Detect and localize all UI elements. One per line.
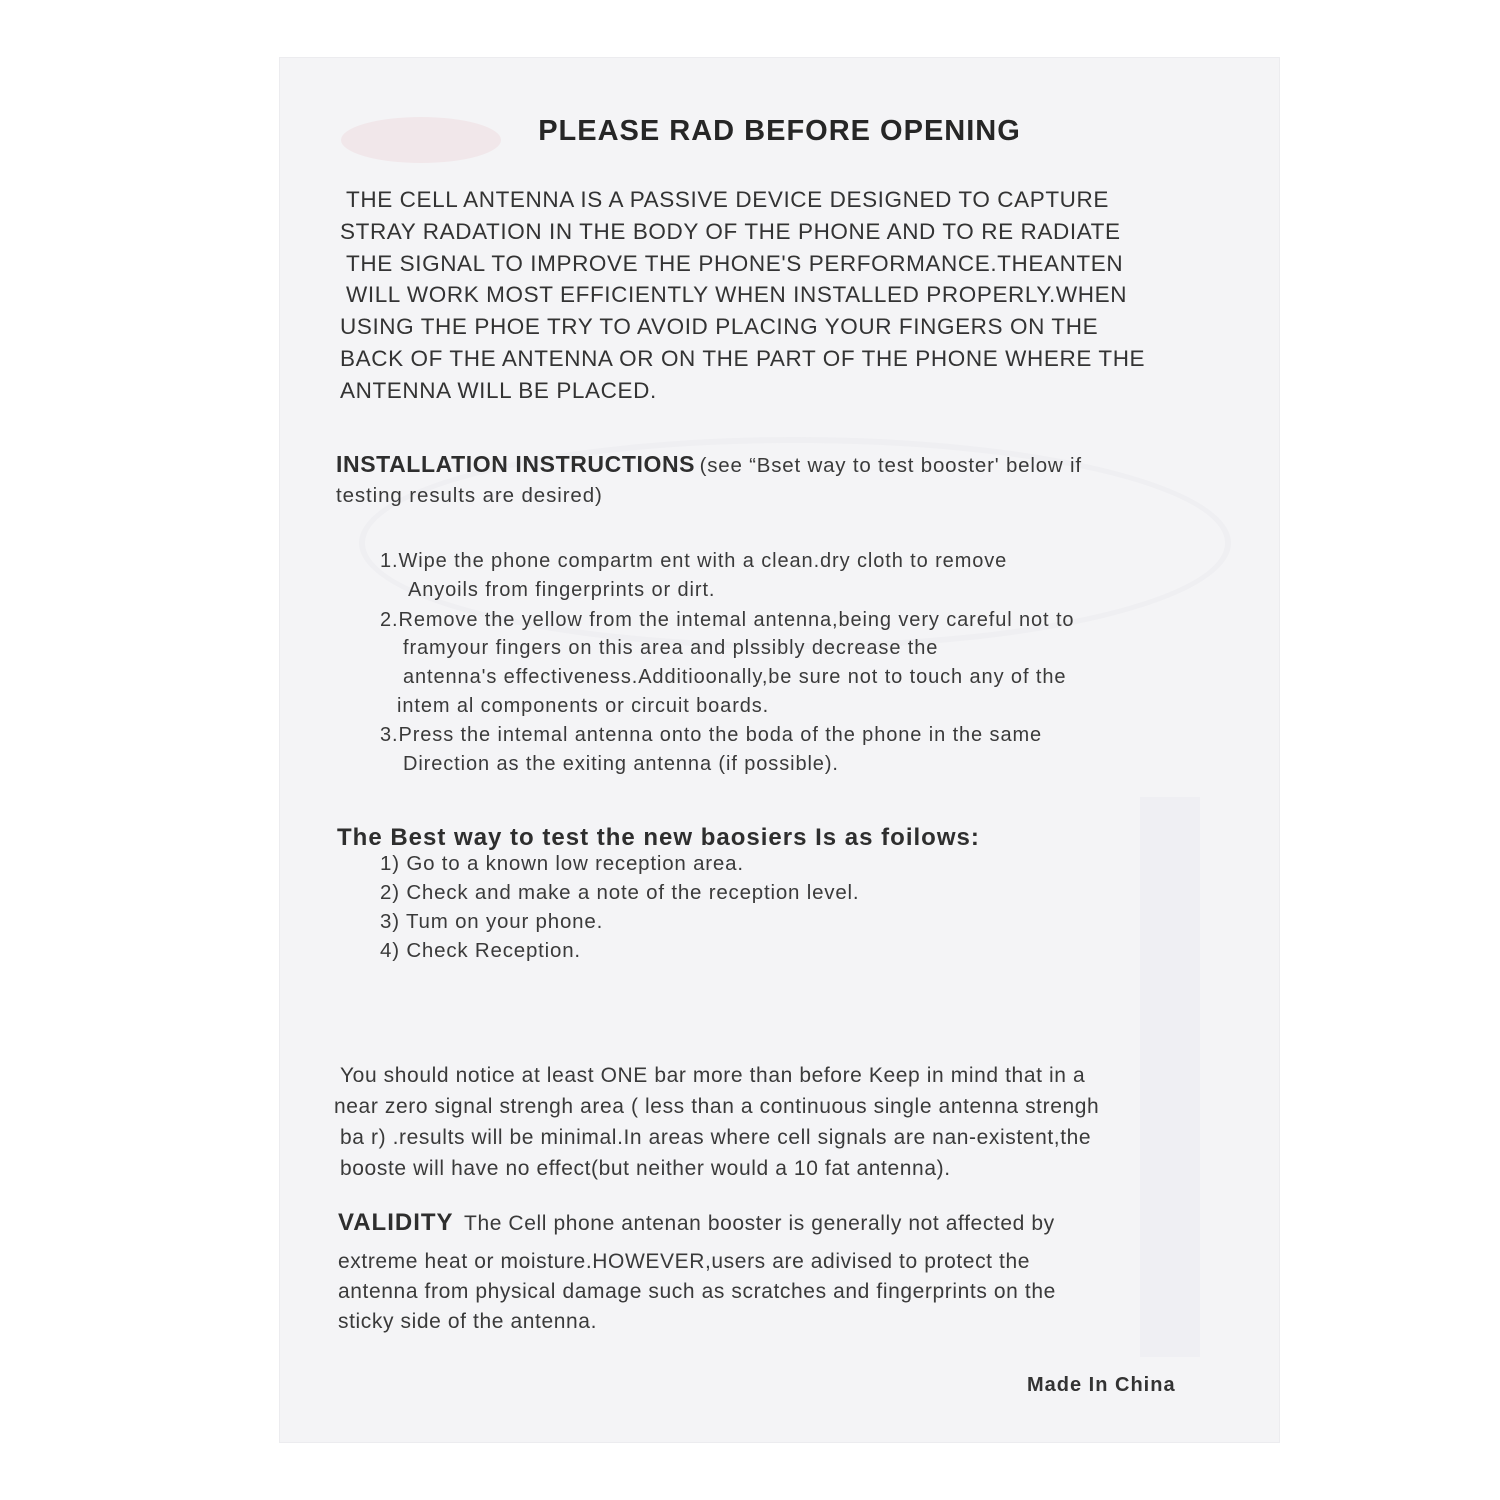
- test-heading: The Best way to test the new baosiers Is as foilows:: [337, 824, 980, 851]
- made-in-label: Made In China: [1027, 1374, 1176, 1396]
- notice-line: near zero signal strengh area ( less than a continuous single antenna strengh: [334, 1095, 1100, 1118]
- intro-line: THE CELL ANTENNA IS A PASSIVE DEVICE DESIGNED TO CAPTURE: [346, 187, 1109, 212]
- validity-heading: VALIDITY: [338, 1209, 454, 1236]
- install-step-line: Direction as the exiting antenna (if possible).: [403, 753, 839, 775]
- installation-heading: INSTALLATION INSTRUCTIONS: [336, 451, 696, 477]
- install-step-line: 1.Wipe the phone compartm ent with a clean.dry cloth to remove: [380, 550, 1008, 572]
- notice-line: booste will have no effect(but neither would a 10 fat antenna).: [340, 1157, 951, 1180]
- test-step: 3) Tum on your phone.: [380, 910, 604, 933]
- intro-line: WILL WORK MOST EFFICIENTLY WHEN INSTALLED PROPERLY.WHEN: [346, 282, 1128, 307]
- intro-line: ANTENNA WILL BE PLACED.: [340, 378, 657, 403]
- install-step-line: 3.Press the intemal antenna onto the boda of the phone in the same: [380, 724, 1043, 746]
- validity-line: extreme heat or moisture.HOWEVER,users are adivised to protect the: [338, 1250, 1031, 1273]
- intro-line: THE SIGNAL TO IMPROVE THE PHONE'S PERFORMANCE.THEANTEN: [346, 251, 1124, 276]
- show-through-graphic: [1140, 797, 1200, 1357]
- install-step-line: 2.Remove the yellow from the intemal antenna,being very careful not to: [380, 609, 1075, 631]
- install-step-line: intem al components or circuit boards.: [397, 695, 770, 717]
- test-step: 2) Check and make a note of the reception level.: [380, 881, 860, 904]
- intro-line: STRAY RADATION IN THE BODY OF THE PHONE AND TO RE RADIATE: [340, 219, 1121, 244]
- validity-line: sticky side of the antenna.: [338, 1310, 598, 1333]
- install-step-line: Anyoils from fingerprints or dirt.: [408, 579, 716, 601]
- instruction-sheet: [279, 57, 1280, 1443]
- notice-line: ba r) .results will be minimal.In areas where cell signals are nan-existent,the: [340, 1126, 1092, 1149]
- validity-row: [338, 1209, 1055, 1237]
- validity-line: antenna from physical damage such as scratches and fingerprints on the: [338, 1280, 1056, 1303]
- intro-line: USING THE PHOE TRY TO AVOID PLACING YOUR FINGERS ON THE: [340, 314, 1099, 339]
- document-title: PLEASE RAD BEFORE OPENING: [538, 115, 1021, 147]
- notice-line: You should notice at least ONE bar more than before Keep in mind that in a: [340, 1064, 1086, 1087]
- installation-note-line: testing results are desired): [336, 484, 603, 507]
- install-step-line: antenna's effectiveness.Additioonally,be sure not to touch any of the: [403, 666, 1067, 688]
- validity-line: The Cell phone antenan booster is generally not affected by: [464, 1212, 1055, 1235]
- intro-line: BACK OF THE ANTENNA OR ON THE PART OF THE PHONE WHERE THE: [340, 346, 1146, 371]
- install-step-line: framyour fingers on this area and plssibly decrease the: [403, 637, 939, 659]
- installation-heading-row: [336, 451, 1082, 478]
- test-step: 1) Go to a known low reception area.: [380, 852, 744, 875]
- test-step: 4) Check Reception.: [380, 939, 581, 962]
- installation-note: (see “Bset way to test booster' below if: [699, 454, 1082, 477]
